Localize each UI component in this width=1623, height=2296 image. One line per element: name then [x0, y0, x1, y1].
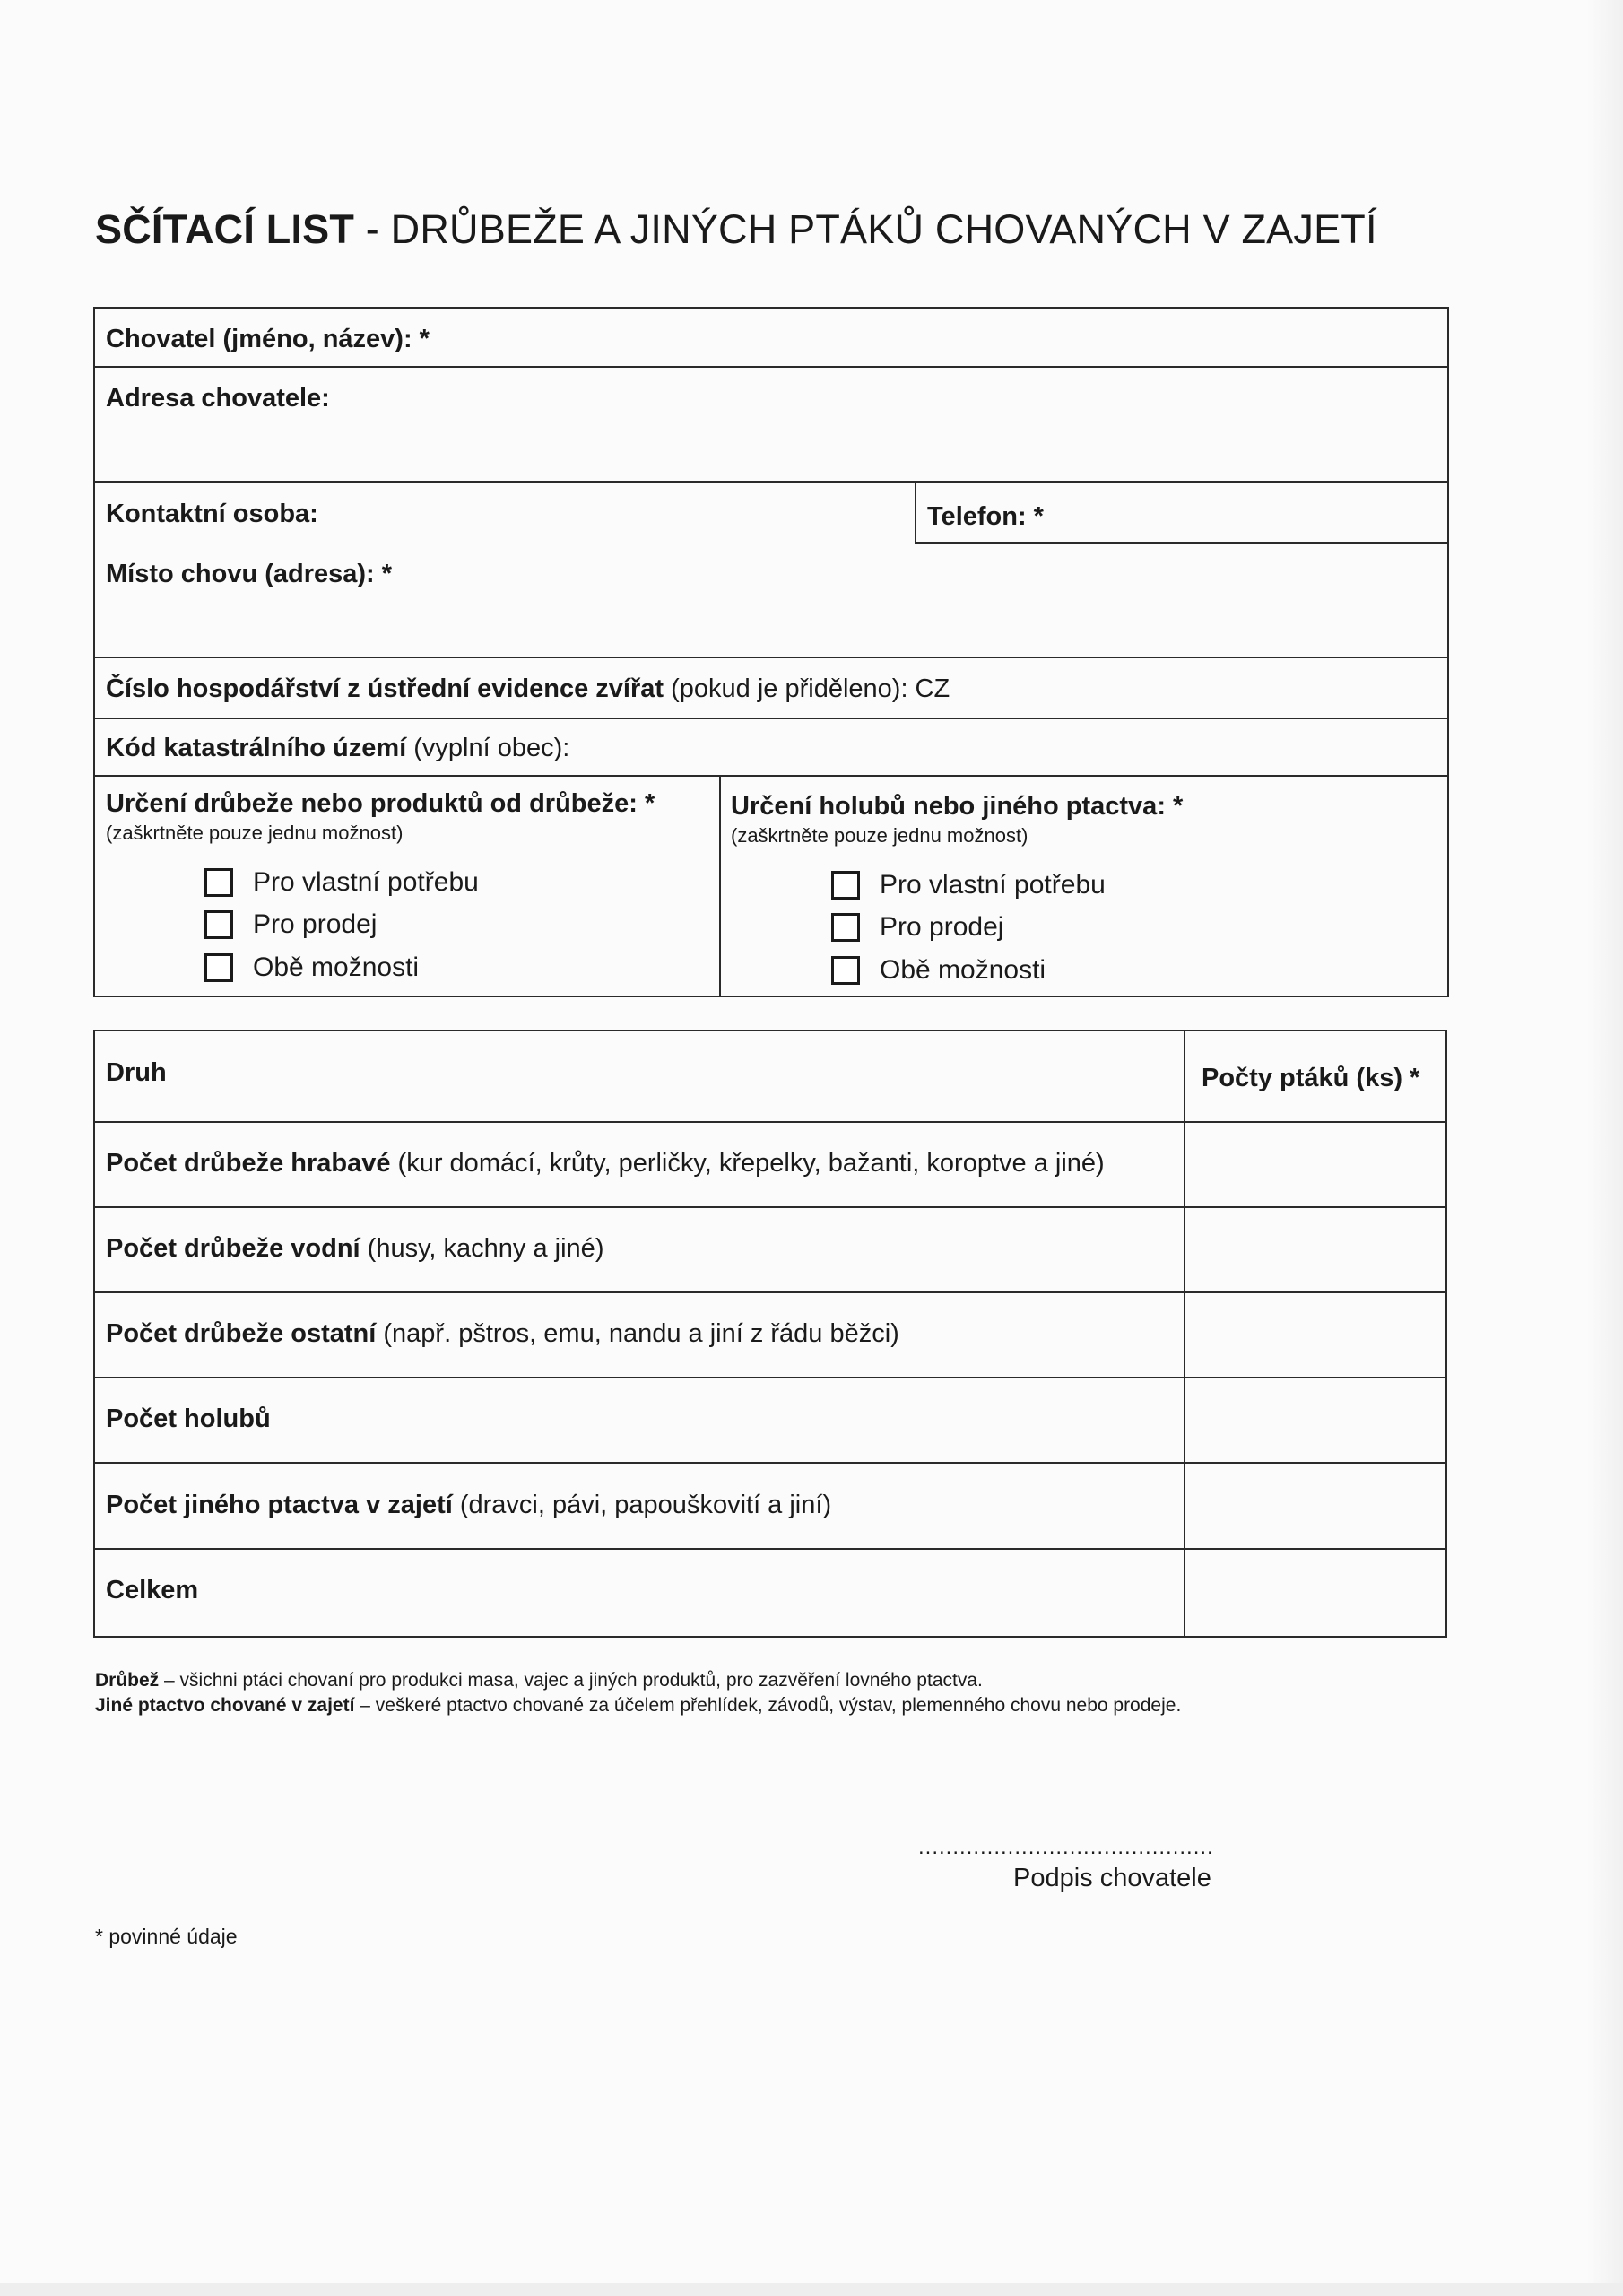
owner-address-label: Adresa chovatele:: [106, 384, 330, 413]
signature-label: Podpis chovatele: [1013, 1864, 1211, 1892]
poultry-sale-option[interactable]: [204, 907, 377, 943]
count-input-captive-birds[interactable]: [1187, 1465, 1444, 1544]
checkbox[interactable]: [204, 953, 233, 982]
option-label: Pro prodej: [253, 909, 378, 939]
required-fields-note: * povinné údaje: [95, 1925, 238, 1948]
pigeon-sale-option[interactable]: [831, 909, 1003, 945]
pigeon-own-use-option[interactable]: [831, 867, 1106, 903]
divider: [719, 775, 721, 997]
poultry-definition-note: Drůbež – všichni ptáci chovaní pro produkci masa, vajec a jiných produktů, pro zazvěření lovného ptactva.: [95, 1670, 983, 1691]
count-input-waterfowl[interactable]: [1187, 1210, 1444, 1289]
contact-person-label: Kontaktní osoba:: [106, 500, 318, 528]
option-label: Pro vlastní potřebu: [880, 870, 1106, 900]
table-row-galliform: Počet drůbeže hrabavé (kur domácí, krůty, perličky, křepelky, bažanti, koroptve a jiné): [106, 1149, 1105, 1178]
poultry-own-use-option[interactable]: [204, 865, 479, 900]
divider: [93, 481, 1449, 483]
count-input-pigeons[interactable]: [1187, 1380, 1444, 1459]
farm-number-label: Číslo hospodářství z ústřední evidence zvířat (pokud je přiděleno): CZ: [106, 674, 950, 703]
checkbox[interactable]: [831, 956, 860, 985]
option-label: Pro vlastní potřebu: [253, 867, 479, 897]
option-label: Obě možnosti: [253, 952, 420, 982]
table-row-total: Celkem: [106, 1576, 199, 1605]
row-divider: [93, 1206, 1447, 1208]
checkbox[interactable]: [831, 913, 860, 942]
count-input-other-poultry[interactable]: [1187, 1295, 1444, 1374]
divider: [93, 366, 1449, 368]
count-input-total[interactable]: [1187, 1552, 1444, 1634]
cadastral-code-label: Kód katastrálního území (vyplní obec):: [106, 734, 570, 762]
scan-edge: [1587, 0, 1623, 2296]
owner-name-label: Chovatel (jméno, název): *: [106, 325, 430, 353]
row-divider: [93, 1121, 1447, 1123]
table-row-other-poultry: Počet drůbeže ostatní (např. pštros, emu, nandu a jiní z řádu běžci): [106, 1319, 899, 1348]
checkbox[interactable]: [831, 871, 860, 900]
divider: [915, 481, 916, 542]
count-input-galliform[interactable]: [1187, 1125, 1444, 1204]
table-header-count: Počty ptáků (ks) *: [1202, 1064, 1420, 1092]
divider: [93, 657, 1449, 658]
checkbox[interactable]: [204, 868, 233, 897]
divider: [93, 775, 1449, 777]
pigeon-both-option[interactable]: [831, 952, 1046, 988]
option-label: Pro prodej: [880, 912, 1004, 942]
phone-label: Telefon: *: [927, 502, 1044, 531]
poultry-purpose-hint: (zaškrtněte pouze jednu možnost): [106, 822, 404, 844]
table-row-pigeons: Počet holubů: [106, 1405, 271, 1433]
option-label: Obě možnosti: [880, 955, 1046, 985]
pigeon-purpose-heading: Určení holubů nebo jiného ptactva: *: [731, 792, 1184, 821]
table-row-captive-birds: Počet jiného ptactva v zajetí (dravci, pávi, papouškovití a jiní): [106, 1491, 832, 1519]
row-divider: [93, 1292, 1447, 1293]
checkbox[interactable]: [204, 910, 233, 939]
scan-edge-bottom: [0, 2283, 1623, 2296]
row-divider: [93, 1462, 1447, 1464]
divider: [915, 542, 1449, 544]
poultry-purpose-heading: Určení drůbeže nebo produktů od drůbeže: *: [106, 789, 655, 818]
form-title: SČÍTACÍ LIST - DRŮBEŽE A JINÝCH PTÁKŮ CHOVANÝCH V ZAJETÍ: [95, 206, 1377, 252]
divider: [93, 718, 1449, 719]
table-row-waterfowl: Počet drůbeže vodní (husy, kachny a jiné): [106, 1234, 604, 1263]
poultry-both-option[interactable]: [204, 950, 419, 986]
pigeon-purpose-hint: (zaškrtněte pouze jednu možnost): [731, 824, 1028, 847]
row-divider: [93, 1548, 1447, 1550]
breeding-place-label: Místo chovu (adresa): *: [106, 560, 393, 588]
row-divider: [93, 1377, 1447, 1378]
table-header-kind: Druh: [106, 1058, 167, 1087]
signature-line[interactable]: ...........................................: [918, 1835, 1214, 1859]
captive-birds-definition-note: Jiné ptactvo chované v zajetí – veškeré ptactvo chované za účelem přehlídek, závodů, výstav, plemenného chovu nebo prodeje.: [95, 1695, 1182, 1716]
